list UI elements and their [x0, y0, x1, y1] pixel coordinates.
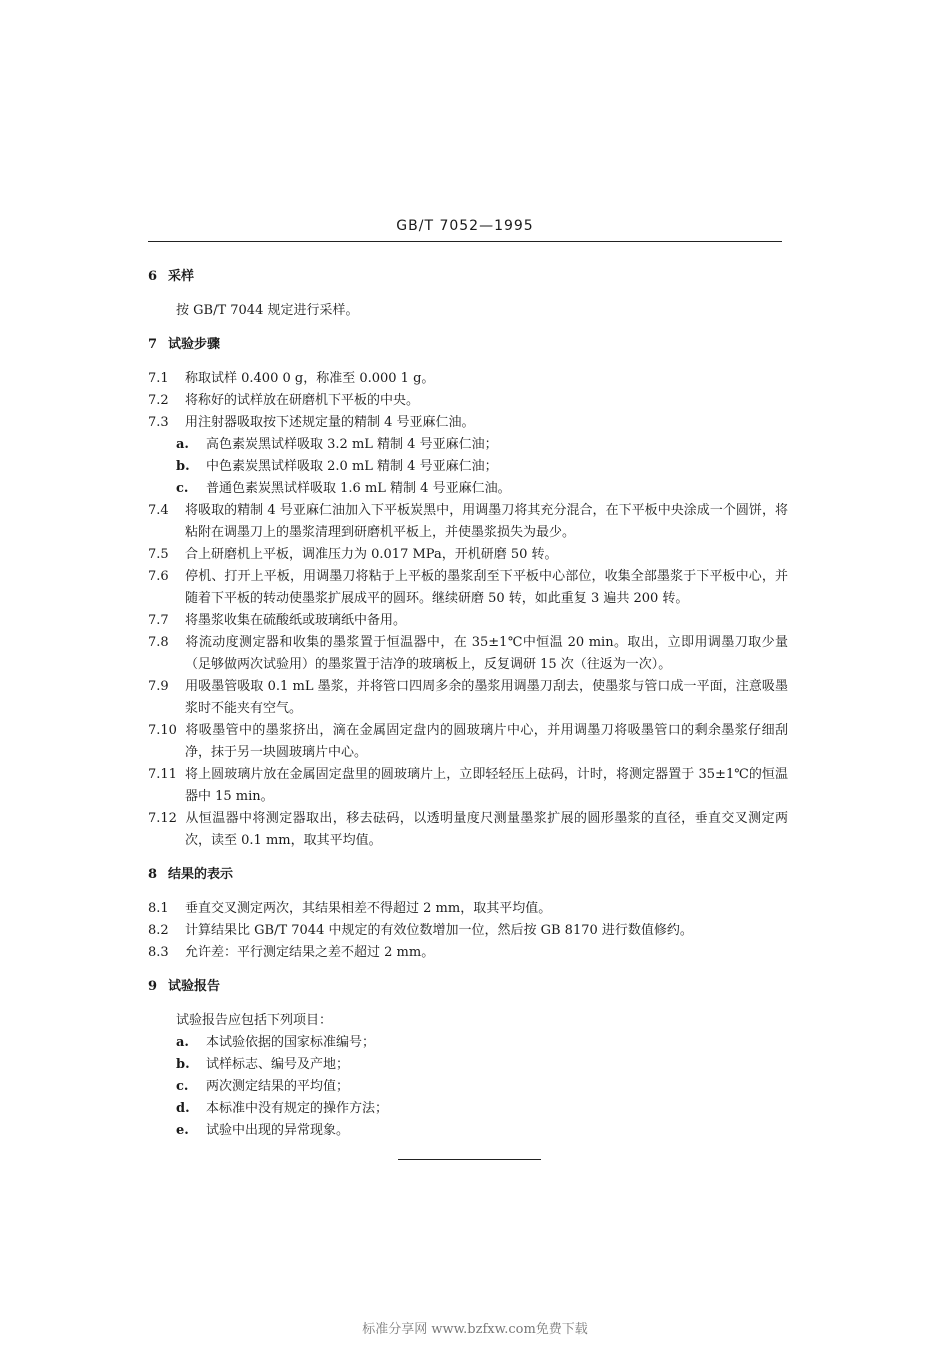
- section-7-heading: [148, 334, 788, 356]
- document-body: [148, 266, 788, 1142]
- footer-watermark: 标准分享网 www.bzfxw.com免费下载: [362, 1322, 588, 1337]
- clause-7-5: [148, 544, 788, 566]
- clause-7-4: [148, 500, 788, 544]
- section-title: 采样: [168, 269, 195, 284]
- clause-text: 将上圆玻璃片放在金属固定盘里的圆玻璃片上，立即轻轻压上砝码，计时，将测定器置于 35±1℃的恒温器中 15 min。: [185, 767, 788, 804]
- clause-number: 7.5: [148, 547, 169, 562]
- clause-number: 7.4: [148, 503, 169, 518]
- clause-text: 将吸墨管中的墨浆挤出，滴在金属固定盘内的圆玻璃片中心，并用调墨刀将吸墨管口的剩余墨浆仔细刮净，抹于另一块圆玻璃片中心。: [185, 723, 788, 760]
- clause-7-8: [148, 632, 788, 676]
- clause-number: 7.7: [148, 613, 169, 628]
- sub-item-b: [148, 456, 788, 478]
- clause-number: 8.2: [148, 923, 169, 938]
- clause-text: 合上研磨机上平板，调准压力为 0.017 MPa，开机研磨 50 转。: [185, 547, 558, 562]
- clause-text: 将吸取的精制 4 号亚麻仁油加入下平板炭黑中，用调墨刀将其充分混合，在下平板中央涂成一个圆饼，将粘附在调墨刀上的墨浆清理到研磨机平板上，并使墨浆损失为最少。: [185, 503, 788, 540]
- section-number: 6: [148, 269, 158, 284]
- report-item-c: [148, 1076, 788, 1098]
- list-text: 本标准中没有规定的操作方法；: [206, 1101, 389, 1116]
- list-text: 本试验依据的国家标准编号；: [206, 1035, 376, 1050]
- sub-item-letter: a.: [176, 437, 189, 452]
- sub-item-c: [148, 478, 788, 500]
- end-of-document-rule: [398, 1159, 541, 1160]
- report-item-e: [148, 1120, 788, 1142]
- list-text: 试样标志、编号及产地；: [206, 1057, 350, 1072]
- clause-number: 7.6: [148, 569, 169, 584]
- report-item-a: [148, 1032, 788, 1054]
- clause-number: 7.9: [148, 679, 169, 694]
- clause-number: 8.3: [148, 945, 169, 960]
- clause-7-7: [148, 610, 788, 632]
- clause-number: 8.1: [148, 901, 169, 916]
- clause-7-11: [148, 764, 788, 808]
- sub-item-letter: c.: [176, 481, 189, 496]
- list-letter: e.: [176, 1123, 189, 1138]
- section-title: 试验报告: [168, 979, 221, 994]
- clause-7-2: [148, 390, 788, 412]
- clause-number: 7.8: [148, 635, 169, 650]
- clause-text: 垂直交叉测定两次，其结果相差不得超过 2 mm，取其平均值。: [185, 901, 552, 916]
- list-letter: d.: [176, 1101, 190, 1116]
- list-letter: c.: [176, 1079, 189, 1094]
- clause-number: 7.1: [148, 371, 169, 386]
- clause-text: 将流动度测定器和收集的墨浆置于恒温器中，在 35±1℃中恒温 20 min。取出，立即用调墨刀取少量（足够做两次试验用）的墨浆置于洁净的玻璃板上，反复调研 15 次（往返为一次）。: [185, 635, 788, 672]
- section-number: 9: [148, 979, 158, 994]
- list-text: 试验中出现的异常现象。: [206, 1123, 350, 1138]
- section-6-heading: [148, 266, 788, 288]
- clause-7-1: [148, 368, 788, 390]
- sub-item-text: 普通色素炭黑试样吸取 1.6 mL 精制 4 号亚麻仁油。: [206, 481, 511, 496]
- clause-7-10: [148, 720, 788, 764]
- clause-number: 7.10: [148, 723, 177, 738]
- section-title: 结果的表示: [168, 867, 234, 882]
- header-divider: [148, 241, 782, 242]
- clause-text: 停机、打开上平板，用调墨刀将粘于上平板的墨浆刮至下平板中心部位，收集全部墨浆于下平板中心，并随着下平板的转动使墨浆扩展成平的圆环。继续研磨 50 转，如此重复 3 遍共 200 转。: [185, 569, 788, 606]
- clause-text: 允许差：平行测定结果之差不超过 2 mm。: [185, 945, 435, 960]
- clause-text: 用注射器吸取按下述规定量的精制 4 号亚麻仁油。: [185, 415, 475, 430]
- clause-text: 将称好的试样放在研磨机下平板的中央。: [185, 393, 420, 408]
- clause-text: 计算结果比 GB/T 7044 中规定的有效位数增加一位，然后按 GB 8170 进行数值修约。: [185, 923, 693, 938]
- clause-7-3: [148, 412, 788, 434]
- section-9-heading: [148, 976, 788, 998]
- clause-7-9: [148, 676, 788, 720]
- clause-8-2: [148, 920, 788, 942]
- clause-8-3: [148, 942, 788, 964]
- clause-8-1: [148, 898, 788, 920]
- section-title: 试验步骤: [168, 337, 221, 352]
- clause-text: 从恒温器中将测定器取出，移去砝码，以透明量度尺测量墨浆扩展的圆形墨浆的直径，垂直交叉测定两次，读至 0.1 mm，取其平均值。: [185, 811, 788, 848]
- clause-number: 7.3: [148, 415, 169, 430]
- clause-text: 用吸墨管吸取 0.1 mL 墨浆，并将管口四周多余的墨浆用调墨刀刮去，使墨浆与管口成一平面，注意吸墨浆时不能夹有空气。: [185, 679, 788, 716]
- clause-text: 将墨浆收集在硫酸纸或玻璃纸中备用。: [185, 613, 407, 628]
- section-number: 8: [148, 867, 158, 882]
- sub-item-text: 高色素炭黑试样吸取 3.2 mL 精制 4 号亚麻仁油；: [206, 437, 498, 452]
- report-item-d: [148, 1098, 788, 1120]
- sub-item-a: [148, 434, 788, 456]
- sub-item-text: 中色素炭黑试样吸取 2.0 mL 精制 4 号亚麻仁油；: [206, 459, 498, 474]
- section-6-text: 按 GB/T 7044 规定进行采样。: [176, 303, 359, 318]
- clause-7-6: [148, 566, 788, 610]
- clause-number: 7.12: [148, 811, 177, 826]
- section-8-heading: [148, 864, 788, 886]
- list-letter: b.: [176, 1057, 190, 1072]
- clause-text: 称取试样 0.400 0 g，称准至 0.000 1 g。: [185, 371, 435, 386]
- report-intro: 试验报告应包括下列项目：: [176, 1013, 333, 1028]
- clause-7-12: [148, 808, 788, 852]
- clause-number: 7.11: [148, 767, 177, 782]
- page-header-standard-code: GB/T 7052—1995: [396, 218, 534, 234]
- sub-item-letter: b.: [176, 459, 190, 474]
- list-text: 两次测定结果的平均值；: [206, 1079, 350, 1094]
- list-letter: a.: [176, 1035, 189, 1050]
- section-number: 7: [148, 337, 158, 352]
- clause-number: 7.2: [148, 393, 169, 408]
- report-item-b: [148, 1054, 788, 1076]
